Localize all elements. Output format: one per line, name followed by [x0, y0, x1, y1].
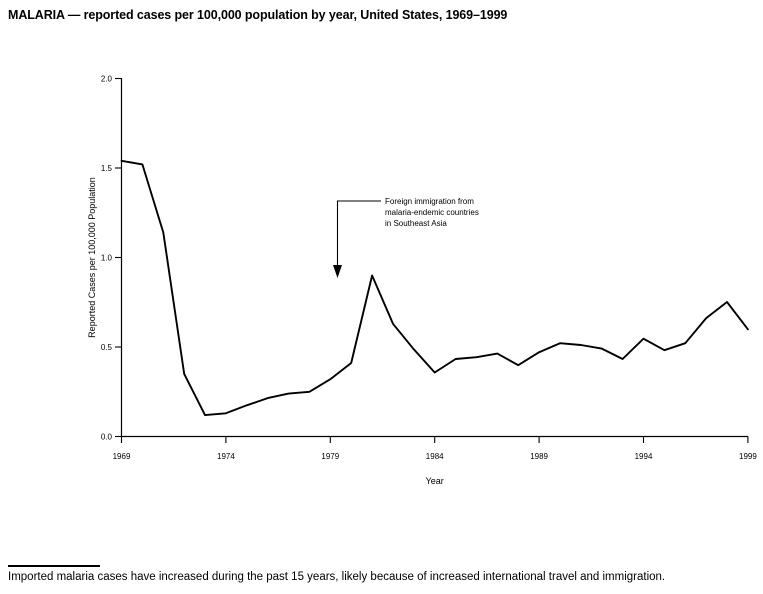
x-tick-marks [122, 437, 748, 444]
y-tick-label: 0.0 [100, 432, 112, 442]
footnote-divider [8, 565, 100, 567]
x-tick-label: 1969 [112, 452, 131, 461]
annotation-group [333, 197, 479, 278]
x-axis-title: Year [425, 476, 444, 486]
annotation-line-2: malaria-endemic countries [385, 208, 479, 217]
y-tick-marks [115, 79, 122, 437]
y-tick-label: 2.0 [100, 74, 112, 84]
x-tick-label: 1974 [217, 452, 235, 461]
y-tick-label: 1.5 [100, 164, 112, 173]
y-axis-title: Reported Cases per 100,000 Population [87, 177, 97, 338]
annotation-line-1: Foreign immigration from [385, 197, 474, 206]
x-tick-label: 1994 [634, 452, 653, 461]
x-tick-label: 1984 [425, 452, 444, 461]
annotation-line-3: in Southeast Asia [385, 219, 447, 228]
x-tick-label: 1979 [321, 452, 340, 461]
chart-figure [0, 36, 763, 506]
y-tick-label: 0.5 [100, 343, 112, 352]
y-tick-label: 1.0 [100, 253, 112, 263]
malaria-line-chart [0, 36, 763, 506]
annotation-arrowhead [333, 265, 342, 278]
x-tick-label: 1999 [739, 452, 757, 461]
x-tick-labels [113, 452, 758, 461]
page-title: MALARIA — reported cases per 100,000 population by year, United States, 1969–1999 [8, 8, 508, 22]
y-tick-labels [101, 75, 113, 442]
x-tick-label: 1989 [530, 452, 548, 461]
footnote-text: Imported malaria cases have increased during the past 15 years, likely because of increased international travel and immigration. [8, 571, 666, 583]
